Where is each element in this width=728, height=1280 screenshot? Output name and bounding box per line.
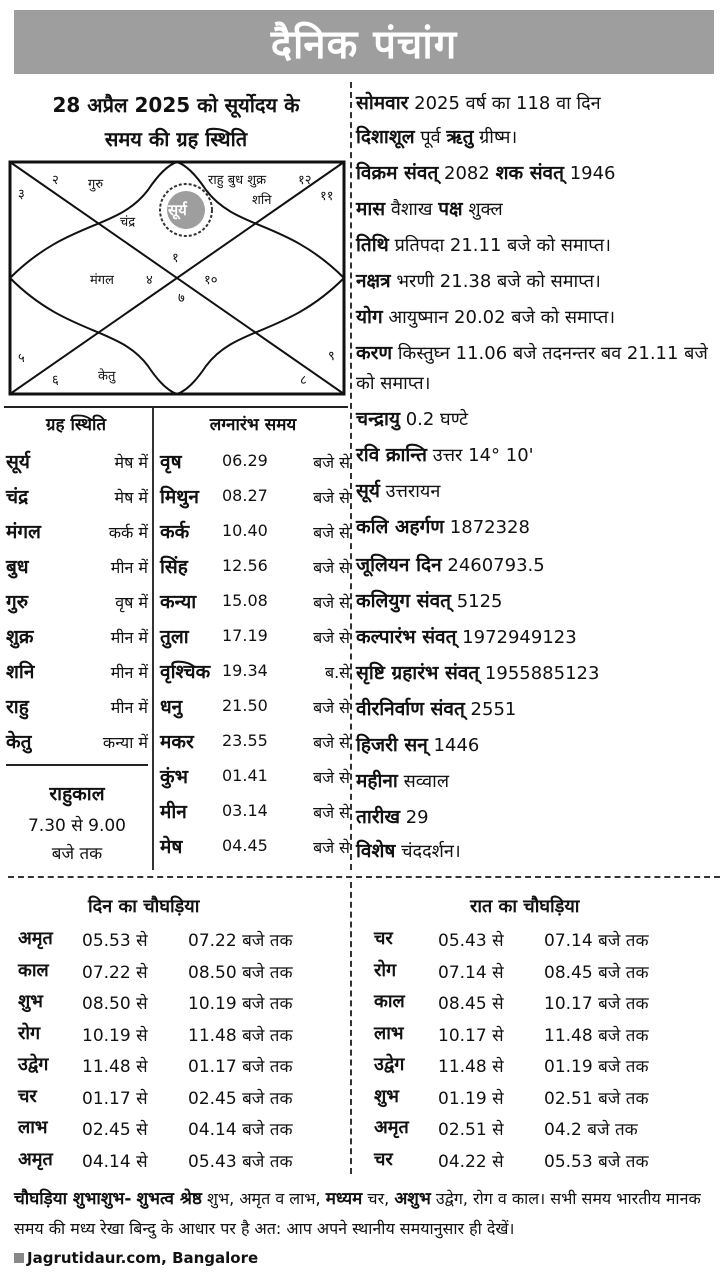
panchang-row (356, 622, 726, 653)
footer-b1: चौघड़िया शुभाशुभ- (14, 1189, 132, 1209)
din-chaughadiya-name: लाभ (18, 1117, 48, 1138)
lagna-row (160, 658, 350, 692)
raat-chaughadiya-name: शुभ (374, 1085, 399, 1107)
lagna-suffix: बजे से (313, 558, 350, 577)
kundli-chart (8, 160, 346, 396)
din-chaughadiya-to: 01.17 बजे तक (188, 1057, 293, 1077)
raat-chaughadiya-from: 05.43 से (438, 931, 504, 951)
raat-chaughadiya-to: 11.48 बजे तक (544, 1025, 649, 1046)
grah-rashi: कन्या में (102, 733, 148, 752)
footer-site (14, 1249, 258, 1267)
kundli-h6: ६ (52, 373, 59, 388)
raat-chaughadiya-from: 08.45 से (438, 994, 504, 1014)
grah-rashi: कर्क में (108, 523, 148, 542)
raat-chaughadiya-from: 01.19 से (438, 1088, 504, 1109)
lagna-time: 23.55 (222, 731, 268, 750)
panchang-value: 1446 (433, 735, 480, 756)
grah-sthiti-heading: ग्रह स्थिति (45, 415, 107, 435)
din-chaughadiya-from: 10.19 से (82, 1025, 148, 1046)
raat-chaughadiya-from: 07.14 से (438, 962, 504, 983)
lagna-time: 01.41 (222, 766, 268, 785)
panchang-row (356, 302, 726, 333)
panchang-value: 1955885123 (484, 663, 600, 684)
raat-chaughadiya-name: लाभ (374, 1022, 404, 1044)
din-chaughadiya-name: शुभ (18, 991, 43, 1012)
raat-chaughadiya-to: 02.51 बजे तक (544, 1088, 649, 1109)
panchang-row (356, 230, 726, 261)
raat-chaughadiya-to: 10.17 बजे तक (544, 994, 649, 1014)
raat-chaughadiya-to: 04.2 बजे तक (544, 1120, 638, 1140)
panchang-label2: शक संवत् (495, 162, 564, 184)
raat-chaughadiya-row (374, 958, 694, 989)
panchang-label: सूर्य (356, 480, 380, 502)
lagna-row (160, 588, 350, 622)
lagna-rashi: तुला (160, 626, 189, 648)
lagna-row (160, 623, 350, 657)
lagna-time: 17.19 (222, 626, 268, 645)
chart-heading-line2: समय की ग्रह स्थिति (104, 127, 248, 151)
raat-chaughadiya-name: अमृत (374, 1117, 409, 1138)
din-chaughadiya-name: अमृत (18, 928, 53, 949)
panchang-row (356, 766, 726, 797)
lagna-time: 12.56 (222, 556, 268, 575)
panchang-value2: शुक्ल (468, 199, 503, 220)
din-chaughadiya-to: 04.14 बजे तक (188, 1120, 293, 1140)
panchang-value: 29 (405, 807, 429, 828)
lagna-time: 06.29 (222, 451, 268, 470)
kundli-surya: सूर्य (168, 201, 187, 219)
din-chaughadiya-row (18, 1052, 338, 1083)
panchang-row (356, 550, 726, 581)
lagna-row (160, 763, 350, 797)
kundli-h12: १२ (298, 173, 312, 188)
lagna-rashi: मिथुन (160, 486, 199, 508)
grah-row (6, 448, 148, 482)
grah-rashi: मेष में (114, 488, 148, 507)
kundli-h1: १ (172, 251, 179, 266)
chart-heading (6, 88, 346, 156)
lagna-suffix: बजे से (313, 453, 350, 472)
kundli-h11: ११ (320, 189, 334, 204)
raat-chaughadiya-from: 02.51 से (438, 1120, 504, 1140)
grah-row (6, 658, 148, 692)
panchang-label: सोमवार (356, 92, 409, 114)
raat-chaughadiya-row (374, 989, 694, 1020)
lagna-suffix: बजे से (313, 523, 350, 542)
lagna-rashi: धनु (160, 696, 183, 718)
din-chaughadiya-name: चर (18, 1085, 37, 1107)
panchang-value: किस्तुघ्न 11.06 बजे तदनन्तर बव 21.11 बजे को समाप्त। (356, 343, 708, 394)
lagna-time: 15.08 (222, 591, 268, 610)
grah-row (6, 623, 148, 657)
footer-b4: अशुभ (394, 1189, 431, 1209)
raat-chaughadiya-name: रोग (374, 959, 397, 981)
panchang-label: तिथि (356, 234, 389, 256)
grah-row (6, 483, 148, 517)
lagna-row (160, 553, 350, 587)
panchang-label: करण (356, 342, 393, 364)
din-chaughadiya-row (18, 958, 338, 989)
raat-chaughadiya-from: 10.17 से (438, 1025, 504, 1046)
lagna-row (160, 833, 350, 867)
lagna-row (160, 728, 350, 762)
lagna-heading: लग्नारंभ समय (209, 415, 297, 435)
din-chaughadiya-row (18, 926, 338, 957)
lagna-suffix: बजे से (313, 768, 350, 787)
rahukaal-box (6, 764, 148, 868)
panchang-row (356, 194, 726, 225)
din-chaughadiya-row (18, 1021, 338, 1052)
lagna-row (160, 483, 350, 517)
din-chaughadiya-from: 02.45 से (82, 1120, 148, 1140)
grah-rashi: वृष में (115, 593, 148, 612)
grah-planet: शुक्र (6, 626, 34, 648)
panchang-row (356, 338, 726, 399)
panchang-value: 2082 (444, 163, 490, 184)
panchang-label: विशेष (356, 840, 396, 862)
lagna-suffix: बजे से (313, 698, 350, 717)
grah-rashi: मीन में (110, 628, 148, 647)
lagna-row (160, 693, 350, 727)
lagna-time: 21.50 (222, 696, 268, 715)
panchang-row (356, 266, 726, 297)
lagna-time: 19.34 (222, 661, 268, 680)
din-chaughadiya-to: 02.45 बजे तक (188, 1088, 293, 1109)
lagna-rashi: मेष (160, 836, 183, 858)
footer-t4: उद्वेग, रोग व काल। सभी समय भारतीय मानक समय की मध्य रेखा बिन्दु के आधार पर है अत: आप अपने स्थानीय समयानुसार ही देखें। (14, 1189, 701, 1238)
panchang-value: 2551 (470, 699, 517, 720)
lagna-row (160, 448, 350, 482)
lagna-rashi: कन्या (160, 591, 197, 613)
grah-row (6, 728, 148, 762)
raat-chaughadiya-to: 01.19 बजे तक (544, 1057, 649, 1077)
panchang-row (356, 802, 726, 833)
din-chaughadiya-from: 07.22 से (82, 962, 148, 983)
panchang-label: वीरनिर्वाण संवत् (356, 698, 465, 720)
grah-planet: चंद्र (6, 486, 29, 508)
panchang-label: योग (356, 306, 383, 328)
panchang-value2: ग्रीष्म। (479, 127, 518, 148)
divider-grah-top (4, 406, 348, 408)
lagna-rashi: वृश्चिक (160, 661, 211, 683)
panchang-value: 0.2 घण्टे (405, 409, 469, 430)
lagna-suffix: ब.से (324, 663, 350, 682)
raat-chaughadiya-row (374, 1084, 694, 1115)
panchang-row (356, 836, 726, 867)
page-title: दैनिक पंचांग (270, 21, 458, 68)
panchang-row (356, 158, 726, 189)
raat-chaughadiya-row (374, 1021, 694, 1052)
grah-planet: शनि (6, 661, 35, 683)
panchang-value: 5125 (456, 591, 503, 612)
kundli-h5: ५ (18, 351, 25, 366)
grah-row (6, 518, 148, 552)
panchang-value: आयुष्मान 20.02 बजे को समाप्त। (388, 307, 616, 328)
kundli-lines (8, 160, 346, 396)
raat-chaughadiya-name: काल (374, 991, 405, 1012)
raat-chaughadiya-row (374, 1147, 694, 1178)
panchang-label: विक्रम संवत् (356, 162, 439, 184)
din-chaughadiya-name: रोग (18, 1022, 41, 1044)
din-chaughadiya-row (18, 1084, 338, 1115)
panchang-label: दिशाशूल (356, 126, 415, 148)
grah-planet: केतु (6, 731, 32, 753)
rahukaal-line2: बजे तक (51, 844, 103, 864)
divider-vertical-bottom (350, 882, 352, 1174)
kundli-h3: ३ (18, 187, 25, 202)
divider-grah-lagna (152, 408, 154, 870)
panchang-label: जूलियन दिन (356, 554, 442, 576)
lagna-suffix: बजे से (313, 803, 350, 822)
panchang-value: पूर्व (420, 127, 441, 148)
lagna-rashi: कुंभ (160, 766, 188, 788)
square-icon (14, 1253, 24, 1263)
panchang-row (356, 404, 726, 435)
panchang-row (356, 440, 726, 471)
kundli-rahu-budh-shukra: राहु बुध शुक्र (208, 173, 267, 188)
din-chaughadiya-from: 01.17 से (82, 1088, 148, 1109)
din-chaughadiya-from: 08.50 से (82, 994, 148, 1014)
kundli-h7: ७ (178, 291, 185, 306)
kundli-ketu: केतु (98, 369, 116, 384)
panchang-value: 1872328 (449, 517, 530, 538)
din-chaughadiya-row (18, 989, 338, 1020)
chart-heading-line1: 28 अप्रैल 2025 को सूर्योदय के (52, 93, 300, 117)
grah-planet: बुध (6, 556, 29, 578)
lagna-rashi: सिंह (160, 556, 188, 578)
raat-chaughadiya-to: 05.53 बजे तक (544, 1151, 649, 1172)
grah-row (6, 553, 148, 587)
grah-row (6, 588, 148, 622)
din-chaughadiya-to: 11.48 बजे तक (188, 1025, 293, 1046)
grah-rashi: मेष में (114, 453, 148, 472)
kundli-shani: शनि (252, 193, 272, 208)
din-chaughadiya-name: अमृत (18, 1148, 53, 1170)
raat-chaughadiya-from: 04.22 से (438, 1151, 504, 1172)
kundli-chandra: चंद्र (120, 215, 136, 230)
panchang-row (356, 586, 726, 617)
raat-chaughadiya-to: 07.14 बजे तक (544, 931, 649, 951)
panchang-row (356, 122, 726, 153)
panchang-row (356, 694, 726, 725)
footer-site-text: Jagrutidaur.com, Bangalore (27, 1249, 259, 1267)
divider-vertical-top (350, 82, 352, 870)
panchang-label: कलियुग संवत् (356, 590, 451, 612)
din-chaughadiya-from: 04.14 से (82, 1151, 148, 1172)
panchang-value2: 1946 (569, 163, 616, 184)
kundli-h4: ४ (146, 273, 153, 288)
divider-horizontal (8, 876, 720, 878)
rahukaal-time (6, 812, 148, 868)
kundli-mangal: मंगल (90, 273, 114, 288)
panchang-label: नक्षत्र (356, 270, 391, 292)
lagna-suffix: बजे से (313, 838, 350, 857)
raat-chaughadiya-from: 11.48 से (438, 1057, 504, 1077)
panchang-value: 1972949123 (462, 627, 577, 648)
panchang-value: 2460793.5 (447, 555, 545, 576)
din-chaughadiya-from: 05.53 से (82, 931, 148, 951)
lagna-suffix: बजे से (313, 593, 350, 612)
lagna-time: 10.40 (222, 521, 268, 540)
panchang-value: चंददर्शन। (401, 841, 461, 862)
footer-b3: मध्यम (325, 1189, 363, 1209)
lagna-time: 03.14 (222, 801, 268, 820)
grah-planet: राहु (6, 696, 29, 718)
panchang-label2: ऋतु (446, 126, 474, 148)
footer-t3: चर, (367, 1189, 390, 1208)
din-chaughadiya-row (18, 1115, 338, 1146)
panchang-label: हिजरी सन् (356, 734, 428, 756)
panchang-label: चन्द्रायु (356, 408, 400, 430)
panchang-value: भरणी 21.38 बजे को समाप्त। (396, 271, 601, 292)
lagna-suffix: बजे से (313, 628, 350, 647)
panchang-value: उत्तरायन (385, 481, 441, 502)
din-chaughadiya-name: उद्वेग (18, 1054, 49, 1075)
din-chaughadiya-to: 07.22 बजे तक (188, 931, 293, 951)
kundli-guru: गुरु (88, 177, 104, 192)
grah-planet: मंगल (6, 521, 41, 543)
lagna-suffix: बजे से (313, 733, 350, 752)
panchang-label2: पक्ष (438, 198, 463, 220)
footer-t2: शुभ, अमृत व लाभ, (207, 1189, 321, 1208)
kundli-h8: ८ (300, 373, 307, 388)
raat-chaughadiya-name: उद्वेग (374, 1054, 405, 1075)
panchang-value: प्रतिपदा 21.11 बजे को समाप्त। (394, 235, 611, 256)
title-banner (14, 10, 714, 74)
panchang-row (356, 476, 726, 507)
panchang-row (356, 512, 726, 543)
grah-planet: सूर्य (6, 451, 30, 473)
panchang-value: वैशाख (390, 199, 433, 220)
panchang-label: मास (356, 198, 386, 220)
din-chaughadiya-heading: दिन का चौघड़िया (88, 896, 200, 917)
raat-chaughadiya-row (374, 1052, 694, 1083)
din-chaughadiya-row (18, 1147, 338, 1178)
panchang-label: कल्पारंभ संवत् (356, 626, 457, 648)
panchang-label: रवि क्रान्ति (356, 444, 427, 466)
din-chaughadiya-to: 08.50 बजे तक (188, 962, 293, 983)
panchang-value: 2025 वर्ष का 118 वा दिन (414, 93, 601, 114)
panchang-value: उत्तर 14° 10' (432, 445, 534, 466)
grah-row (6, 693, 148, 727)
din-chaughadiya-name: काल (18, 959, 49, 981)
din-chaughadiya-from: 11.48 से (82, 1057, 148, 1077)
grah-rashi: मीन में (110, 558, 148, 577)
raat-chaughadiya-to: 08.45 बजे तक (544, 962, 649, 983)
lagna-time: 04.45 (222, 836, 268, 855)
lagna-row (160, 518, 350, 552)
panchang-row (356, 658, 726, 689)
panchang-label: कलि अहर्गण (356, 516, 445, 538)
lagna-rashi: मकर (160, 731, 194, 753)
footer-note (14, 1184, 720, 1273)
lagna-rashi: मीन (160, 801, 187, 823)
panchang-label: तारीख (356, 806, 400, 828)
raat-chaughadiya-name: चर (374, 928, 393, 949)
din-chaughadiya-to: 10.19 बजे तक (188, 994, 293, 1014)
grah-rashi: मीन में (110, 698, 148, 717)
panchang-row (356, 88, 726, 119)
lagna-time: 08.27 (222, 486, 268, 505)
panchang-value: सव्वाल (403, 771, 450, 792)
kundli-h9: ९ (328, 349, 335, 364)
grah-planet: गुरु (6, 591, 29, 613)
raat-chaughadiya-name: चर (374, 1148, 393, 1170)
kundli-h2: २ (52, 173, 59, 188)
panchang-label: सृष्टि ग्रहारंभ संवत् (356, 662, 480, 684)
lagna-rashi: कर्क (160, 521, 190, 543)
rahukaal-title: राहुकाल (49, 783, 105, 805)
raat-chaughadiya-heading: रात का चौघड़िया (470, 896, 580, 917)
lagna-suffix: बजे से (313, 488, 350, 507)
panchang-label: महीना (356, 770, 398, 792)
grah-rashi: मीन में (110, 663, 148, 682)
rahukaal-line1: 7.30 से 9.00 (27, 816, 126, 836)
panchang-row (356, 730, 726, 761)
raat-chaughadiya-row (374, 926, 694, 957)
kundli-h10: १० (204, 273, 218, 288)
din-chaughadiya-to: 05.43 बजे तक (188, 1151, 293, 1172)
lagna-row (160, 798, 350, 832)
lagna-rashi: वृष (160, 451, 182, 473)
footer-b2: शुभत्व श्रेष्ठ (136, 1189, 202, 1209)
raat-chaughadiya-row (374, 1115, 694, 1146)
